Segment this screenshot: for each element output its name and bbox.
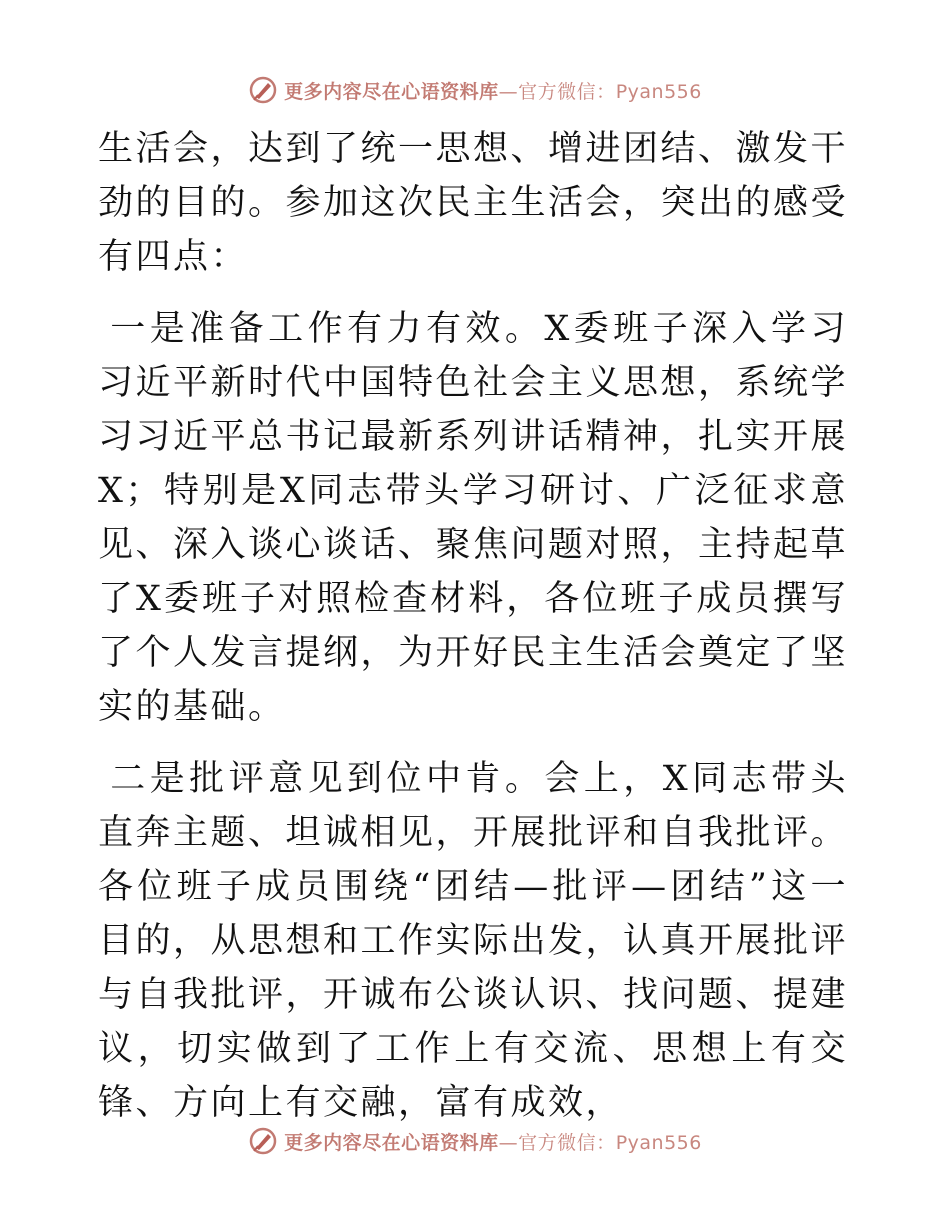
header-watermark: [0, 70, 950, 110]
watermark-brand: 更多内容尽在心语资料库: [284, 1131, 499, 1154]
paragraph-point-one: 一是准备工作有力有效。X委班子深入学习习近平新时代中国特色社会主义思想，系统学习习近平总书记最新系列讲话精神，扎实开展X；特别是X同志带头学习研讨、广泛征求意见、深入谈心谈话、聚焦问题对照，主持起草了X委班子对照检查材料，各位班子成员撰写了个人发言提纲，为开好民主生活会奠定了坚实的基础。: [98, 309, 849, 727]
watermark-label: 官方微信：: [518, 1131, 616, 1154]
watermark-brand: 更多内容尽在心语资料库: [284, 80, 499, 103]
watermark-label: 官方微信：: [518, 80, 616, 103]
quill-circle-logo-icon: [248, 1126, 278, 1156]
document-body: [98, 122, 848, 1130]
watermark-text: [284, 77, 702, 104]
paragraph-intro: 生活会，达到了统一思想、增进团结、激发干劲的目的。参加这次民主生活会，突出的感受有四点：: [98, 129, 849, 277]
paragraph-point-two: 二是批评意见到位中肯。会上，X同志带头直奔主题、坦诚相见，开展批评和自我批评。各位班子成员围绕“团结—批评—团结”这一目的，从思想和工作实际出发，认真开展批评与自我批评，开诚布公谈认识、找问题、提建议，切实做到了工作上有交流、思想上有交锋、方向上有交融，富有成效，: [98, 759, 849, 1123]
watermark-wechat-id: Pyan556: [615, 1131, 702, 1154]
watermark-text: [284, 1128, 702, 1155]
watermark-separator: —: [498, 1131, 519, 1154]
watermark-wechat-id: Pyan556: [615, 80, 702, 103]
footer-watermark: [0, 1121, 950, 1161]
watermark-separator: —: [498, 80, 519, 103]
quill-circle-logo-icon: [248, 75, 278, 105]
